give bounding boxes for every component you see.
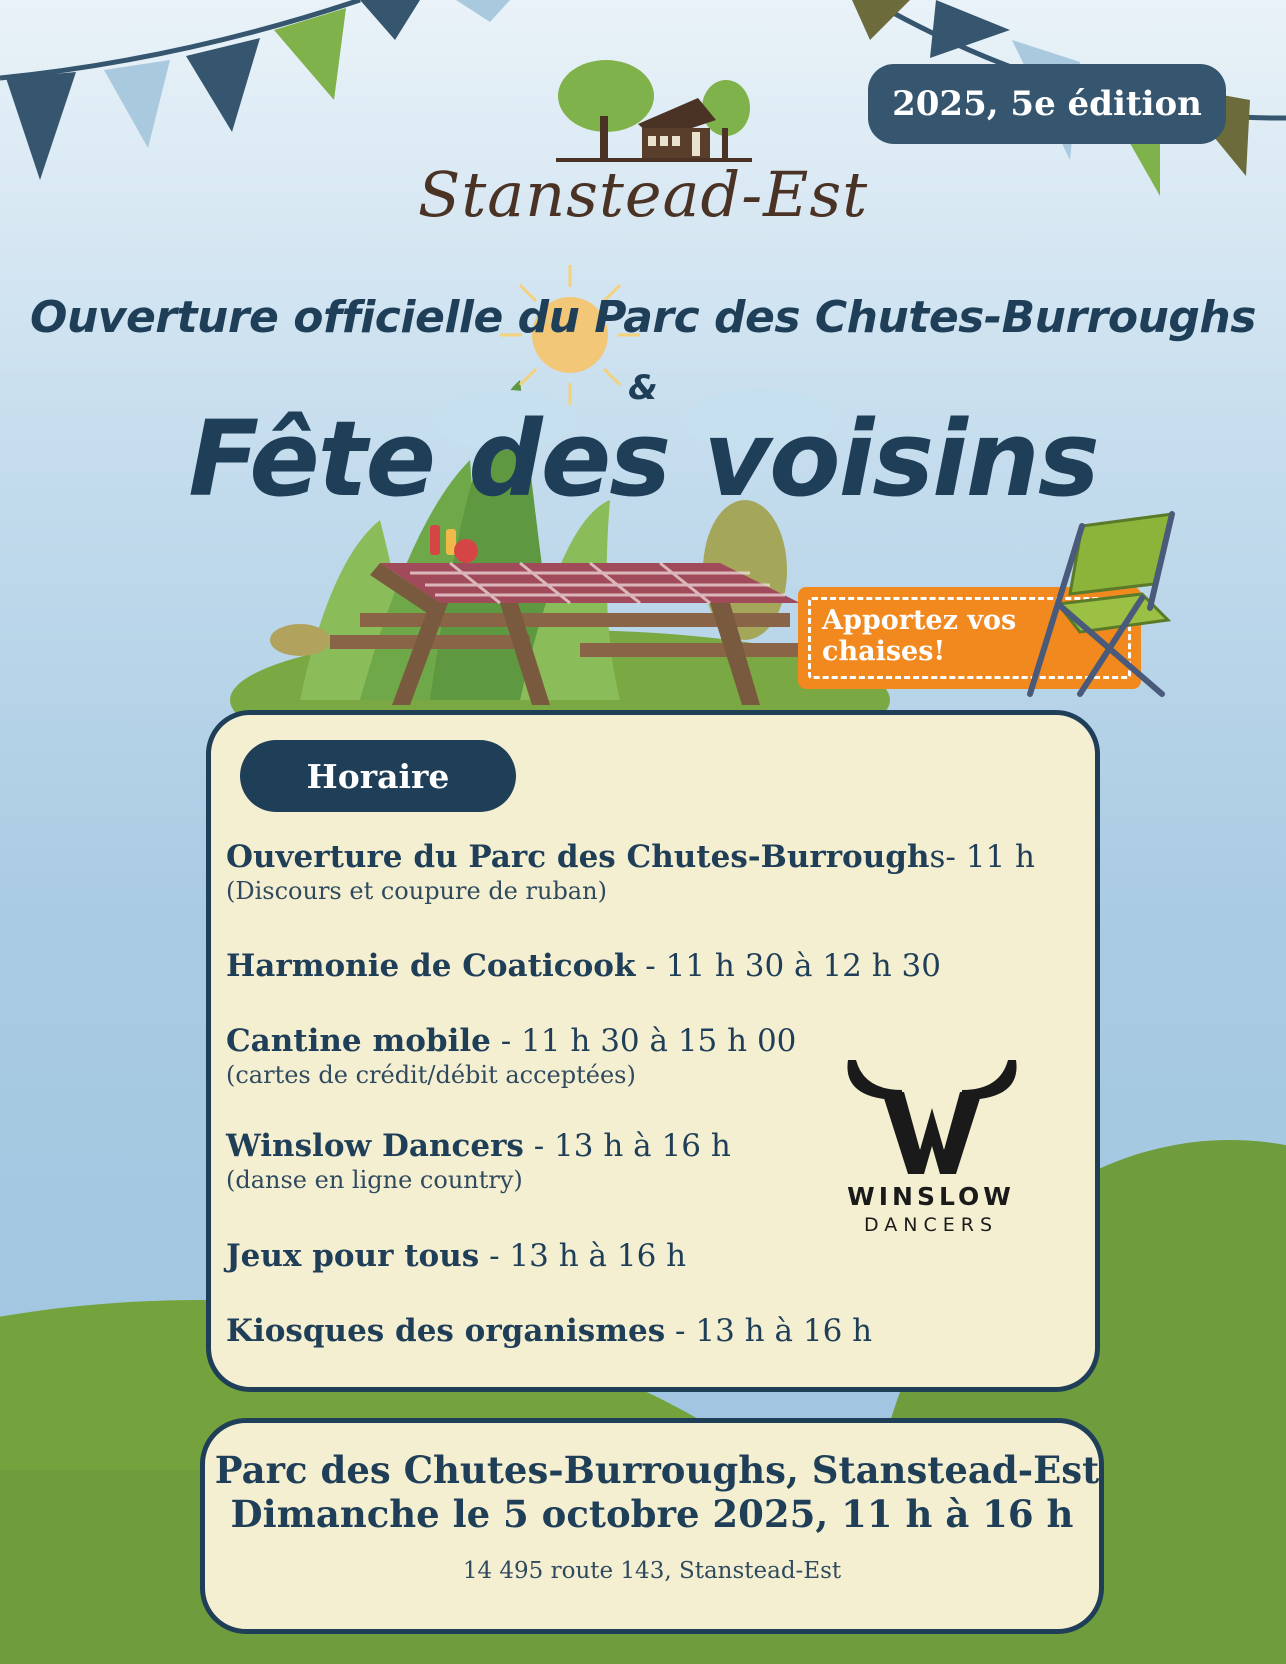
location-address: 14 495 route 143, Stanstead-Est (462, 1558, 842, 1584)
schedule-item-note: (Discours et coupure de ruban) (226, 877, 607, 905)
schedule-item-time: - 13 h à 16 h (479, 1238, 687, 1274)
schedule-item-time: - 13 h à 16 h (523, 1128, 731, 1164)
location-place: Parc des Chutes-Burroughs, Stanstead-Est (214, 1448, 1100, 1492)
schedule-item (226, 1237, 686, 1275)
schedule-item-time: - 11 h 30 à 12 h 30 (635, 948, 941, 984)
schedule-item-name: Jeux pour tous (226, 1238, 480, 1274)
winslow-logo-sub: DANCERS (863, 1214, 999, 1236)
edition-badge: 2025, 5e édition (868, 64, 1226, 144)
schedule-item (226, 1127, 731, 1195)
winslow-logo-word: WINSLOW (847, 1182, 1015, 1211)
schedule-item-time: - 13 h à 16 h (665, 1313, 873, 1349)
schedule-item (226, 1312, 872, 1350)
main-title: Fête des voisins (188, 398, 1098, 520)
schedule-item-time: - 11 h 30 à 15 h 00 (490, 1023, 797, 1059)
picnic-table-illustration (330, 515, 810, 710)
schedule-item-name: Cantine mobile (226, 1023, 491, 1059)
folding-chair-icon (1022, 508, 1182, 704)
schedule-item (226, 838, 1035, 906)
schedule-heading: Horaire (240, 740, 516, 812)
subtitle: Ouverture officielle du Parc des Chutes-Burroughs (30, 292, 1256, 343)
winslow-bull-horns-logo (842, 1050, 1022, 1180)
schedule-item-name: Kiosques des organismes (226, 1313, 666, 1349)
schedule-item-note: (danse en ligne country) (226, 1166, 523, 1194)
schedule-item-time: s- 11 h (929, 839, 1035, 875)
schedule-item-name: Ouverture du Parc des Chutes-Burrough (226, 839, 930, 875)
schedule-item-name: Harmonie de Coaticook (226, 948, 636, 984)
event-date: Dimanche le 5 octobre 2025, 11 h à 16 h (230, 1492, 1074, 1536)
schedule-item (226, 1022, 796, 1090)
small-bush (270, 624, 330, 656)
house-trees-logo (556, 58, 752, 168)
bring-chairs-text: Apportez vos chaises! (822, 605, 1017, 667)
schedule-item (226, 947, 941, 985)
schedule-item-name: Winslow Dancers (226, 1128, 524, 1164)
brand-name: Stanstead-Est (417, 158, 869, 231)
ampersand: & (628, 368, 658, 408)
schedule-item-note: (cartes de crédit/débit acceptées) (226, 1061, 636, 1089)
